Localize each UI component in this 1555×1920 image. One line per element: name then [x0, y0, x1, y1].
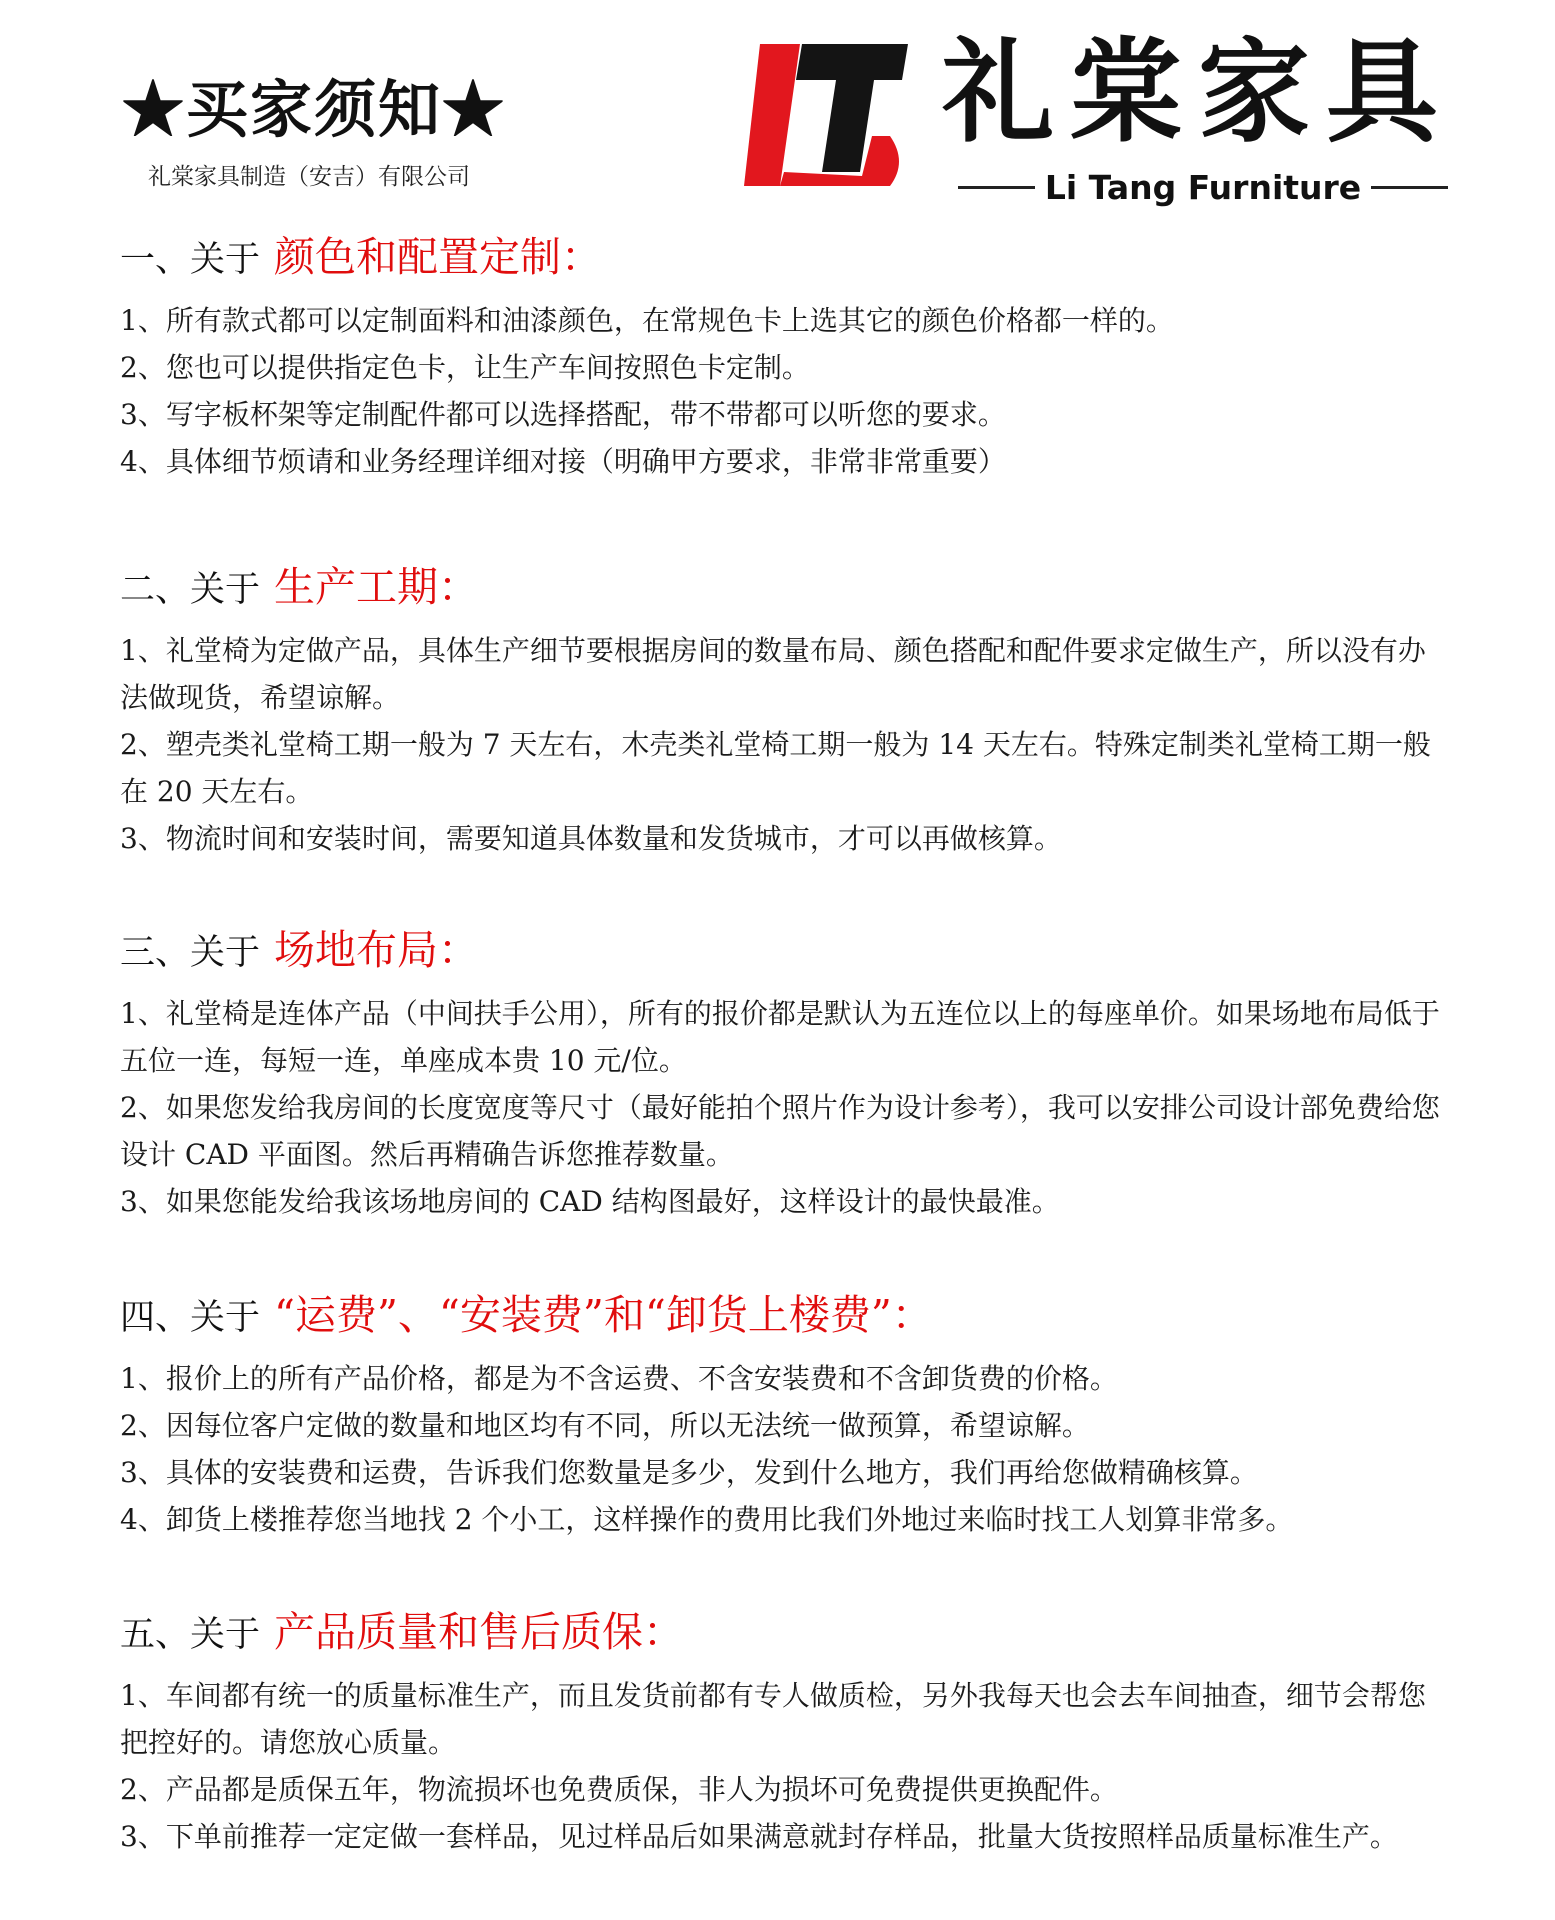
section-production-period: [120, 562, 1440, 862]
section-number: 三、关于: [120, 933, 261, 973]
list-item: 2、如果您发给我房间的长度宽度等尺寸（最好能拍个照片作为设计参考），我可以安排公司设计部免费给您设计 CAD 平面图。然后再精确告诉您推荐数量。: [120, 1091, 1440, 1171]
logo-black-t-bar: [796, 44, 908, 80]
list-item: 1、礼堂椅是连体产品（中间扶手公用），所有的报价都是默认为五连位以上的每座单价。如果场地布局低于五位一连，每短一连，单座成本贵 10 元/位。: [120, 997, 1440, 1077]
list-item: 1、所有款式都可以定制面料和油漆颜色，在常规色卡上选其它的颜色价格都一样的。: [120, 304, 1174, 337]
list-item: 3、具体的安装费和运费，告诉我们您数量是多少，发到什么地方，我们再给您做精确核算。: [120, 1456, 1258, 1489]
section-number: 五、关于: [120, 1615, 261, 1655]
section-number: 一、关于: [120, 240, 261, 280]
brand-divider-left: [958, 186, 1035, 189]
notice-title: ★买家须知★: [122, 73, 507, 146]
list-item: 4、卸货上楼推荐您当地找 2 个小工，这样操作的费用比我们外地过来临时找工人划算非常多。: [120, 1503, 1294, 1536]
list-item: 3、物流时间和安装时间，需要知道具体数量和发货城市，才可以再做核算。: [120, 822, 1062, 855]
list-item: 1、礼堂椅为定做产品，具体生产细节要根据房间的数量布局、颜色搭配和配件要求定做生产，所以没有办法做现货，希望谅解。: [120, 634, 1426, 714]
list-item: 3、写字板杯架等定制配件都可以选择搭配，带不带都可以听您的要求。: [120, 398, 1006, 431]
logo-red-l-shape: [744, 44, 800, 186]
section-heading: [120, 1290, 1440, 1343]
section-fees: [120, 1290, 1440, 1543]
section-number: 四、关于: [120, 1298, 261, 1338]
brand-name-chinese: 礼棠家具: [942, 28, 1454, 158]
section-topic: 颜色和配置定制：: [274, 233, 603, 281]
section-quality-warranty: [120, 1607, 1440, 1860]
list-item: 2、您也可以提供指定色卡，让生产车间按照色卡定制。: [120, 351, 810, 384]
list-item: 4、具体细节烦请和业务经理详细对接（明确甲方要求，非常非常重要）: [120, 445, 1006, 478]
section-heading: [120, 562, 1440, 615]
lt-logo-icon: [740, 36, 910, 196]
list-item: 1、报价上的所有产品价格，都是为不含运费、不含安装费和不含卸货费的价格。: [120, 1362, 1118, 1395]
section-topic: “运费”、“安装费”和“卸货上楼费”：: [274, 1291, 933, 1339]
list-item: 3、如果您能发给我该场地房间的 CAD 结构图最好，这样设计的最快最准。: [120, 1185, 1060, 1218]
section-color-config: [120, 232, 1440, 485]
section-heading: [120, 1607, 1440, 1660]
section-heading: [120, 925, 1440, 978]
brand-english-row: [958, 168, 1448, 207]
section-topic: 场地布局：: [274, 926, 480, 974]
section-number: 二、关于: [120, 570, 261, 610]
list-item: 2、产品都是质保五年，物流损坏也免费质保，非人为损坏可免费提供更换配件。: [120, 1773, 1118, 1806]
brand-divider-right: [1371, 186, 1448, 189]
list-item: 2、因每位客户定做的数量和地区均有不同，所以无法统一做预算，希望谅解。: [120, 1409, 1090, 1442]
section-heading: [120, 232, 1440, 285]
list-item: 3、下单前推荐一定定做一套样品，见过样品后如果满意就封存样品，批量大货按照样品质量标准生产。: [120, 1820, 1398, 1853]
section-venue-layout: [120, 925, 1440, 1225]
brand-name-english: Li Tang Furniture: [1044, 168, 1362, 207]
section-topic: 生产工期：: [274, 563, 480, 611]
section-topic: 产品质量和售后质保：: [274, 1608, 685, 1656]
company-name: 礼棠家具制造（安吉）有限公司: [148, 164, 470, 190]
list-item: 1、车间都有统一的质量标准生产，而且发货前都有专人做质检，另外我每天也会去车间抽查，细节会帮您把控好的。请您放心质量。: [120, 1679, 1426, 1759]
list-item: 2、塑壳类礼堂椅工期一般为 7 天左右，木壳类礼堂椅工期一般为 14 天左右。特殊定制类礼堂椅工期一般在 20 天左右。: [120, 728, 1431, 808]
logo-black-t-stem: [822, 80, 874, 172]
